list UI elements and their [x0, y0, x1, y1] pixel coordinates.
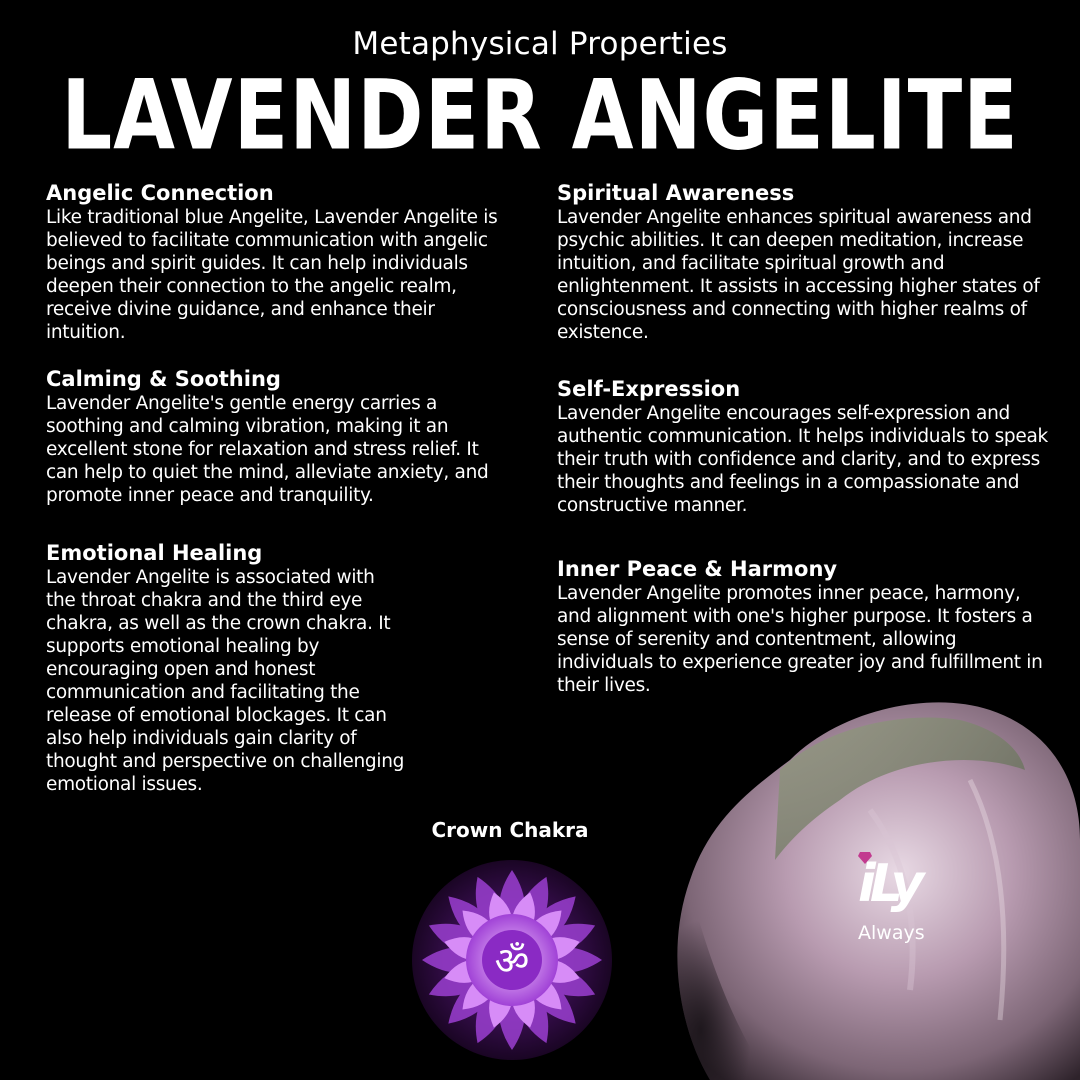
ily-always-logo	[852, 852, 952, 952]
section-heading: Angelic Connection	[46, 181, 274, 205]
section-inner-peace-harmony	[557, 556, 1057, 697]
section-emotional-healing	[46, 540, 406, 796]
section-heading: Calming & Soothing	[46, 367, 281, 391]
section-spiritual-awareness	[557, 180, 1052, 344]
section-body: Lavender Angelite's gentle energy carries a soothing and calming vibration, making it an excellent stone for relaxation and stress relief. It can help to quiet the mind, alleviate anxiety, and promote inner peace and tranquility.	[46, 393, 489, 506]
subtitle: Metaphysical Properties	[352, 26, 728, 62]
logo-word: Always	[858, 922, 925, 944]
crown-chakra-icon	[410, 858, 614, 1062]
section-heading: Inner Peace & Harmony	[557, 557, 838, 581]
page-title: LAVENDER ANGELITE	[61, 59, 1019, 172]
logo-mark: iLy	[858, 854, 919, 914]
section-heading: Spiritual Awareness	[557, 181, 795, 205]
section-calming-soothing	[46, 366, 516, 507]
section-self-expression	[557, 376, 1052, 517]
section-angelic-connection	[46, 180, 516, 344]
section-heading: Emotional Healing	[46, 541, 263, 565]
section-body: Like traditional blue Angelite, Lavender Angelite is believed to facilitate communication with angelic beings and spirit guides. It can help individuals deepen their connection to the angelic realm, receive divine guidance, and enhance their intuition.	[46, 207, 498, 343]
section-heading: Self-Expression	[557, 377, 741, 401]
section-body: Lavender Angelite encourages self-expression and authentic communication. It helps individuals to speak their truth with confidence and clarity, and to express their thoughts and feelings in a compassionate and constructive manner.	[557, 403, 1048, 516]
om-symbol: ॐ	[494, 939, 530, 983]
section-body: Lavender Angelite promotes inner peace, harmony, and alignment with one's higher purpose. It fosters a sense of serenity and contentment, allowing individuals to experience greater joy and fulfillment in their lives.	[557, 583, 1043, 696]
section-body: Lavender Angelite is associated with the throat chakra and the third eye chakra, as well as the crown chakra. It supports emotional healing by encouraging open and honest communication and facilitating the release of emotional blockages. It can also help individuals gain clarity of thought and perspective on challenging emotional issues.	[46, 567, 405, 795]
section-body: Lavender Angelite enhances spiritual awareness and psychic abilities. It can deepen meditation, increase intuition, and facilitate spiritual growth and enlightenment. It assists in accessing higher states of consciousness and connecting with higher realms of existence.	[557, 207, 1040, 343]
chakra-label: Crown Chakra	[431, 818, 589, 842]
